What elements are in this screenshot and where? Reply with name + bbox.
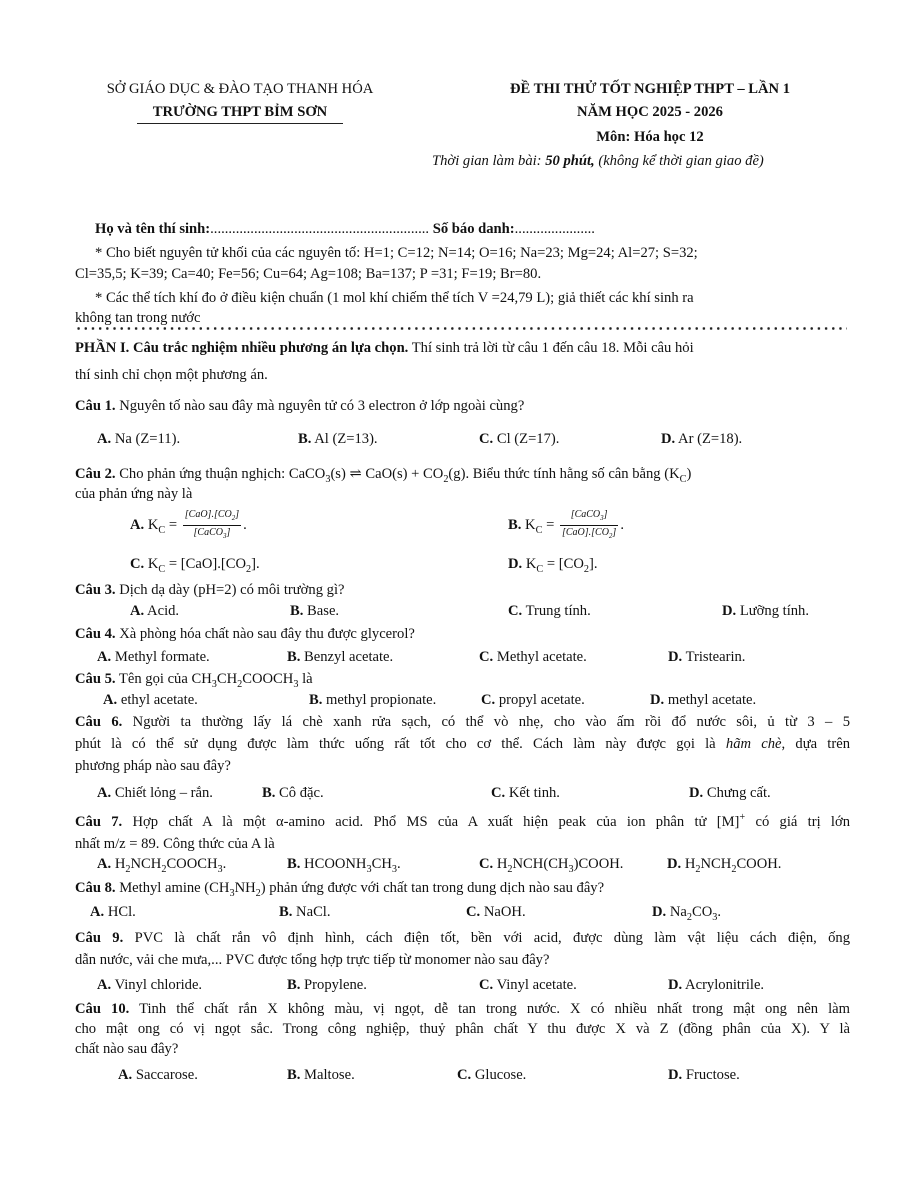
gas-volume-note-cont: không tan trong nước: [75, 310, 201, 326]
q8-option-d[interactable]: D. $Na_2CO_3$.: [652, 904, 722, 923]
q9-option-b[interactable]: B. Propylene.: [287, 977, 367, 993]
part1-description: thí sinh chỉ chọn một phương án.: [75, 367, 268, 383]
q7-option-d[interactable]: D. $H_2NCH_2COOH$.: [667, 856, 782, 875]
school-underline: [137, 123, 343, 124]
dotted-separator: [75, 327, 847, 330]
school-name: TRƯỜNG THPT BỈM SƠN: [152, 104, 328, 120]
department-name: SỞ GIÁO DỤC & ĐÀO TẠO THANH HÓA: [106, 81, 374, 97]
q2-option-c[interactable]: C. $K_C = [CaO].[CO_2]$.: [130, 556, 260, 575]
question-3: Câu 3. Dịch dạ dày (pH=2) có môi trường gì?: [75, 582, 345, 598]
q5-option-d[interactable]: D. methyl acetate.: [650, 692, 757, 708]
question-2: Câu 2. Cho phản ứng thuận nghịch: CaCO$_3$(s) ⇌ $CaO(s) + CO_2(g)$. Biểu thức tính hằng số cân bằng $(K_C)$: [75, 466, 692, 485]
question-5: Câu 5. Tên gọi của $CH_3CH_2COOCH_3$ là: [75, 671, 313, 690]
question-6: Câu 6. Người ta thường lấy lá chè xanh rửa sạch, có thể vò nhẹ, cho vào ấm rồi đổ nước sôi, ủ từ 3 – 5 phút là có thể sử dụng được làm thức uống rất tốt cho cơ thể. Cách làm này được gọi là hãm chè, dựa trên phương pháp nào sau đây?: [75, 714, 850, 774]
q9-option-d[interactable]: D. Acrylonitrile.: [668, 977, 765, 993]
subject: Môn: Hóa học 12: [596, 129, 704, 145]
q8-option-a[interactable]: A. HCl.: [90, 904, 136, 920]
q3-option-a[interactable]: A. Acid.: [130, 603, 180, 619]
q5-option-a[interactable]: A. ethyl acetate.: [103, 692, 198, 708]
gas-volume-note: * Các thể tích khí đo ở điều kiện chuẩn (1 mol khí chiếm thể tích V =24,79 L); giả thiết các khí sinh ra: [95, 290, 694, 306]
exam-title: ĐỀ THI THỬ TỐT NGHIỆP THPT – LẦN 1: [509, 81, 791, 97]
q9-option-a[interactable]: A. Vinyl chloride.: [97, 977, 203, 993]
question-10: Câu 10. Tinh thể chất rắn X không màu, vị ngọt, dễ tan trong nước. X có nhiều nhất trong mật ong nên làm cho mật ong có vị ngọt sắc. Trong công nghiệp, thuỷ phân chất Y thu được X và Z (đồng phân của X). Y là chất nào sau đây?: [75, 1001, 851, 1057]
q7-option-b[interactable]: B. $HCOONH_3CH_3$.: [287, 856, 401, 875]
candidate-number-field[interactable]: ......................: [514, 221, 595, 237]
question-1: Câu 1. Nguyên tố nào sau đây mà nguyên tử có 3 electron ở lớp ngoài cùng?: [75, 398, 525, 414]
question-2-cont: của phản ứng này là: [75, 486, 193, 502]
q10-option-b[interactable]: B. Maltose.: [287, 1067, 355, 1083]
question-4: Câu 4. Xà phòng hóa chất nào sau đây thu được glycerol?: [75, 626, 415, 642]
q9-option-c[interactable]: C. Vinyl acetate.: [479, 977, 577, 993]
q2-a-fraction: $\frac{[CaO].[CO_2]}{[CaCO_3]}$: [184, 509, 240, 540]
q6-option-b[interactable]: B. Cô đặc.: [262, 785, 324, 801]
atomic-mass-note: * Cho biết nguyên tử khối của các nguyên tố: H=1; C=12; N=14; O=16; Na=23; Mg=24; Al=27; S=32;: [95, 245, 698, 261]
q10-option-c[interactable]: C. Glucose.: [457, 1067, 527, 1083]
candidate-info: [95, 221, 595, 238]
school-year: NĂM HỌC 2025 - 2026: [577, 104, 723, 120]
q10-option-d[interactable]: D. Fructose.: [668, 1067, 740, 1083]
q1-option-c[interactable]: C. Cl (Z=17).: [479, 431, 560, 447]
q1-option-b[interactable]: B. Al (Z=13).: [298, 431, 378, 447]
candidate-name-field[interactable]: ............................................................: [210, 221, 430, 237]
q6-option-c[interactable]: C. Kết tinh.: [491, 785, 560, 801]
q2-option-d[interactable]: D. $K_C = [CO_2]$.: [508, 556, 598, 575]
q3-option-b[interactable]: B. Base.: [290, 603, 340, 619]
q8-option-b[interactable]: B. NaCl.: [279, 904, 331, 920]
q7-option-a[interactable]: A. $H_2NCH_2COOCH_3$.: [97, 856, 227, 875]
exam-duration: Thời gian làm bài: 50 phút, (không kể thời gian giao đề): [432, 153, 764, 169]
question-8: Câu 8. Methyl amine $(CH_3NH_2)$ phản ứng được với chất tan trong dung dịch nào sau đây?: [75, 880, 605, 899]
question-9: Câu 9. PVC là chất rắn vô định hình, cách điện tốt, bền với acid, được dùng làm vật liệu cách điện, ống dẫn nước, vải che mưa,... PVC được tổng hợp trực tiếp từ monomer nào sau đây?: [75, 930, 851, 968]
q5-option-c[interactable]: C. propyl acetate.: [481, 692, 585, 708]
candidate-number-label: Số báo danh:: [432, 221, 515, 237]
q3-option-c[interactable]: C. Trung tính.: [508, 603, 591, 619]
q5-option-b[interactable]: B. methyl propionate.: [309, 692, 437, 708]
q2-option-a[interactable]: A. $K_C$ = $\frac{[CaO].[CO_2]}{[CaCO_3]}$ .: [130, 509, 247, 540]
q1-option-a[interactable]: A. Na (Z=11).: [97, 431, 181, 447]
q2-b-fraction: $\frac{[CaCO_3]}{[CaO].[CO_2]}$: [561, 509, 617, 540]
q4-option-a[interactable]: A. Methyl formate.: [97, 649, 210, 665]
q10-option-a[interactable]: A. Saccarose.: [118, 1067, 198, 1083]
part1-heading: PHẦN I. Câu trắc nghiệm nhiều phương án lựa chọn. Thí sinh trả lời từ câu 1 đến câu 18. Mỗi câu hỏi: [75, 340, 694, 356]
q4-option-d[interactable]: D. Tristearin.: [668, 649, 746, 665]
question-7: Câu 7. Hợp chất A là một α-amino acid. Phổ MS của A xuất hiện peak của ion phân tử [M]+ có giá trị lớn nhất m/z = 89. Công thức của A là: [75, 812, 850, 852]
q6-option-a[interactable]: A. Chiết lỏng – rắn.: [97, 785, 213, 801]
q6-option-d[interactable]: D. Chưng cất.: [689, 785, 771, 801]
q7-option-c[interactable]: C. $H_2NCH(CH_3)COOH$.: [479, 856, 624, 875]
candidate-name-label: Họ và tên thí sinh:: [95, 221, 211, 237]
atomic-mass-note-cont: Cl=35,5; K=39; Ca=40; Fe=56; Cu=64; Ag=108; Ba=137; P =31; F=19; Br=80.: [75, 266, 542, 282]
q1-option-d[interactable]: D. Ar (Z=18).: [661, 431, 743, 447]
q4-option-c[interactable]: C. Methyl acetate.: [479, 649, 587, 665]
q2-option-b[interactable]: B. $K_C$ = $\frac{[CaCO_3]}{[CaO].[CO_2]}$ .: [508, 509, 624, 540]
q4-option-b[interactable]: B. Benzyl acetate.: [287, 649, 394, 665]
q8-option-c[interactable]: C. NaOH.: [466, 904, 526, 920]
q3-option-d[interactable]: D. Lưỡng tính.: [722, 603, 809, 619]
